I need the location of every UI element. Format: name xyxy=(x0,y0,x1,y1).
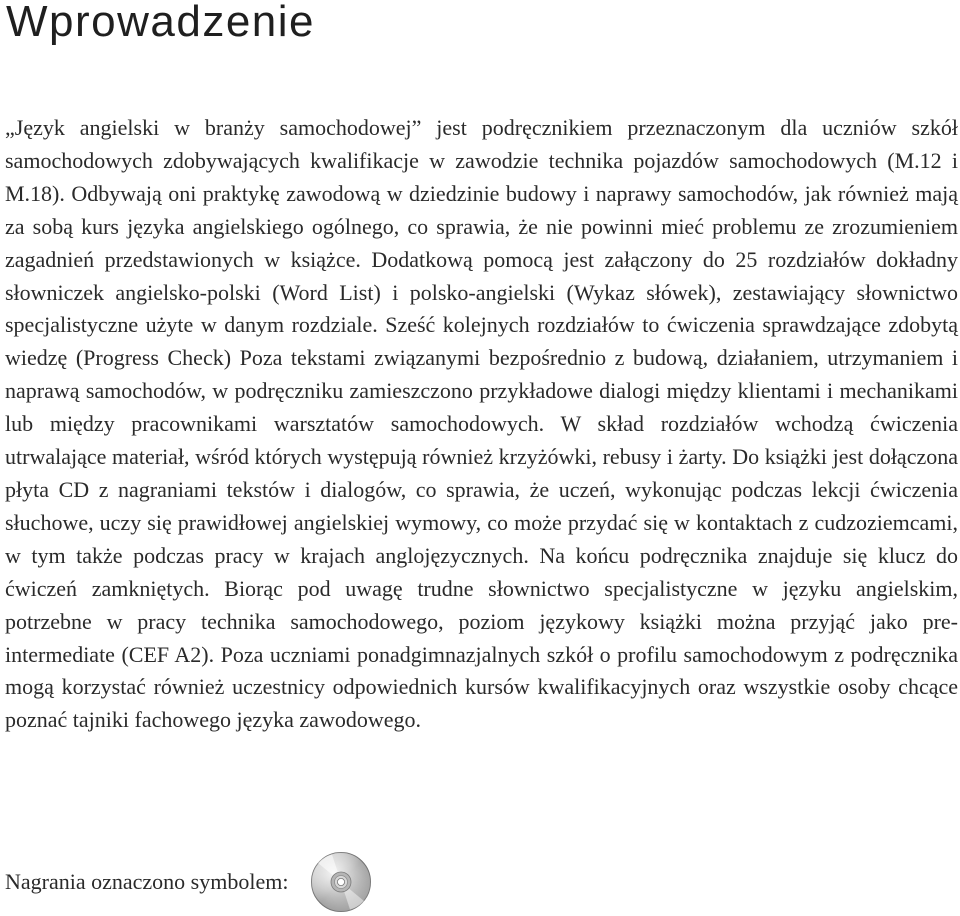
page-title: Wprowadzenie xyxy=(6,0,316,46)
recordings-note xyxy=(5,850,372,914)
recordings-note-label: Nagrania oznaczono symbolem: xyxy=(5,869,289,894)
introduction-paragraph: „Język angielski w branży samochodowej” jest podręcznikiem przeznaczonym dla uczniów szkół samochodowych zdobywających kwalifikacje w zawodzie technika pojazdów samochodowych (M.12 i M.18). Odbywają oni praktykę zawodową w dziedzinie budowy i naprawy samochodów, jak również mają za sobą kurs języka angielskiego ogólnego, co sprawia, że nie powinni mieć problemu ze zrozumieniem zagadnień przedstawionych w książce. Dodatkową pomocą jest załączony do 25 rozdziałów dokładny słowniczek angielsko-polski (Word List) i polsko-angielski (Wykaz słówek), zestawiający słownictwo specjalistyczne użyte w danym rozdziale. Sześć kolejnych rozdziałów to ćwiczenia sprawdzające zdobytą wiedzę (Progress Check) Poza tekstami związanymi bezpośrednio z budową, działaniem, utrzymaniem i naprawą samochodów, w podręczniku zamieszczono przykładowe dialogi między klientami i mechanikami lub między pracownikami warsztatów samochodowych. W skład rozdziałów wchodzą ćwiczenia utrwalające materiał, wśród których występują również krzyżówki, rebusy i żarty. Do książki jest dołączona płyta CD z nagraniami tekstów i dialogów, co sprawia, że uczeń, wykonując podczas lekcji ćwiczenia słuchowe, uczy się prawidłowej angielskiej wymowy, co może przydać się w kontaktach z cudzoziemcami, w tym także podczas pracy w krajach anglojęzycznych. Na końcu podręcznika znajduje się klucz do ćwiczeń zamkniętych. Biorąc pod uwagę trudne słownictwo specjalistyczne w języku angielskim, potrzebne w pracy technika samochodowego, poziom językowy książki można przyjąć jako pre-intermediate (CEF A2). Poza uczniami ponadgimnazjalnych szkół o profilu samochodowym z podręcznika mogą korzystać również uczestnicy odpowiednich kursów kwalifikacyjnych oraz wszystkie osoby chcące poznać tajniki fachowego języka zawodowego. xyxy=(5,115,958,733)
cd-disc-icon xyxy=(310,851,372,913)
